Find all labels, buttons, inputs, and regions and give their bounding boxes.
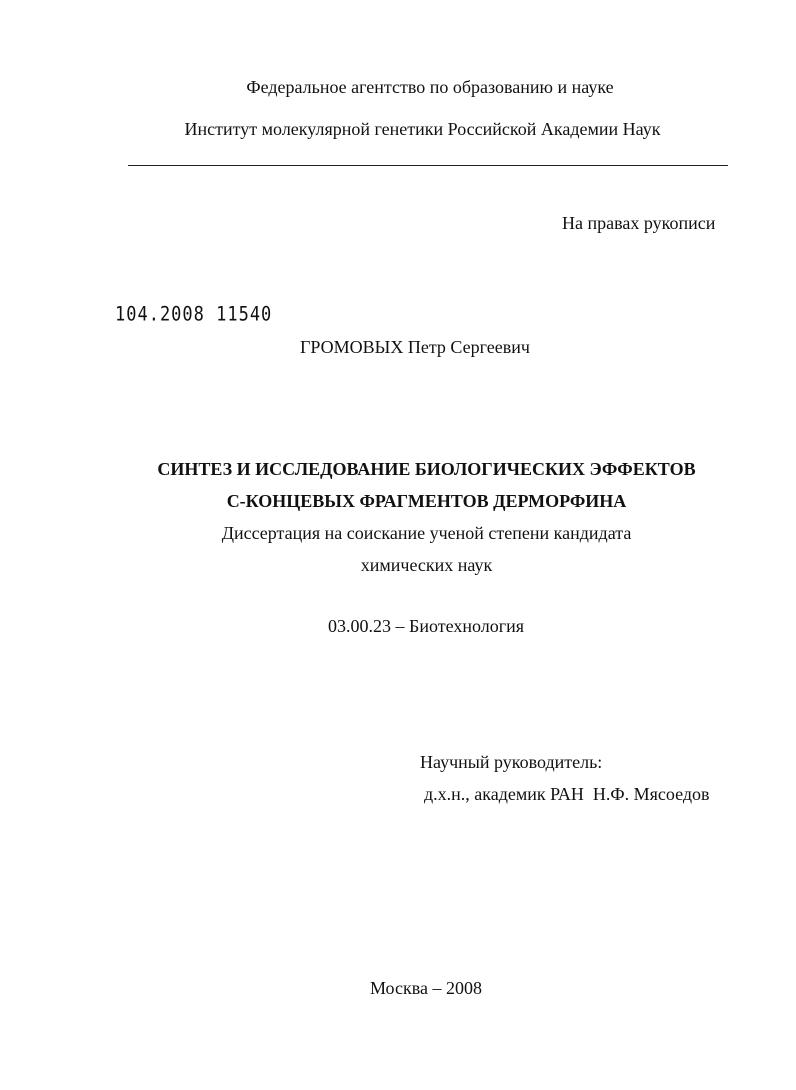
supervisor-label: Научный руководитель: — [420, 752, 603, 772]
specialty-code: 03.00.23 – Биотехнология — [327, 616, 525, 636]
rights-note: На правах рукописи — [562, 213, 716, 233]
supervisor-name: д.х.н., академик РАН Н.Ф. Мясоедов — [424, 784, 710, 804]
city-year: Москва – 2008 — [370, 978, 482, 998]
agency-name: Федеральное агентство по образованию и науке — [246, 77, 614, 97]
dissertation-title-line-2: С-КОНЦЕВЫХ ФРАГМЕНТОВ ДЕРМОРФИНА — [226, 491, 627, 511]
header-divider — [128, 165, 728, 166]
catalog-stamp: 104.2008 11540 — [115, 303, 273, 327]
author-name: ГРОМОВЫХ Петр Сергеевич — [300, 337, 530, 357]
degree-line-1: Диссертация на соискание ученой степени кандидата — [221, 523, 632, 543]
dissertation-title-line-1: СИНТЕЗ И ИССЛЕДОВАНИЕ БИОЛОГИЧЕСКИХ ЭФФЕКТОВ — [157, 459, 696, 479]
institute-name: Институт молекулярной генетики Российской Академии Наук — [184, 119, 661, 139]
degree-line-2: химических наук — [360, 555, 493, 575]
